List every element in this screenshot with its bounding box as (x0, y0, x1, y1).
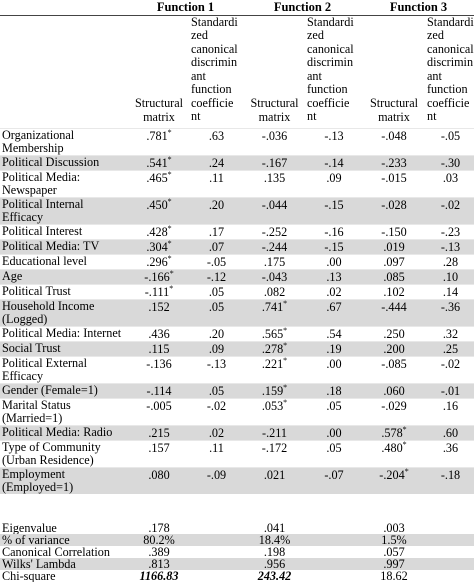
value-cell: .17 (189, 224, 242, 239)
value-cell: .450* (127, 197, 189, 224)
table-row (0, 356, 474, 383)
value-cell: -.05 (189, 254, 242, 269)
value-cell: .019 (361, 239, 425, 254)
value-cell: .428* (127, 224, 189, 239)
value-cell: .135 (242, 170, 305, 197)
value-cell: .541* (127, 155, 189, 170)
value-cell: -.15 (305, 239, 361, 254)
standardized-coefficient-header: Standardi zed canonical discrimin ant function coefficie nt (191, 15, 238, 123)
table-row (0, 284, 474, 299)
table-row (0, 467, 474, 494)
value-cell: .115 (127, 341, 189, 356)
summary-row (0, 522, 474, 534)
value-cell: -.09 (189, 467, 242, 494)
value-cell: .28 (425, 254, 474, 269)
summary-value: .041 (263, 521, 286, 534)
summary-label: Eigenvalue (2, 521, 57, 534)
function-3-header: Function 3 (389, 0, 448, 14)
table-row (0, 398, 474, 425)
value-cell: -.044 (242, 197, 305, 224)
value-cell: -.114 (127, 383, 189, 398)
standardized-coefficient-header: Standardi zed canonical discrimin ant function coefficie nt (307, 15, 354, 123)
value-cell: -.252 (242, 224, 305, 239)
value-cell: -.036 (242, 128, 305, 155)
value-cell: .63 (189, 128, 242, 155)
row-label: Political Media: Newspaper (0, 170, 127, 197)
summary-empty (189, 546, 242, 558)
row-label: Political Interest (0, 224, 127, 239)
value-cell: -.02 (425, 197, 474, 224)
value-cell: .02 (189, 425, 242, 440)
row-label: Political Discussion (0, 155, 127, 170)
table-row (0, 224, 474, 239)
value-cell: .20 (189, 197, 242, 224)
significance-marker: * (283, 356, 288, 365)
value-cell: .11 (189, 170, 242, 197)
value-cell: .080 (127, 467, 189, 494)
value-cell: .67 (305, 299, 361, 326)
value-cell: -.02 (425, 356, 474, 383)
significance-marker: * (167, 254, 172, 263)
summary-empty (305, 558, 361, 570)
summary-value: .057 (383, 545, 405, 558)
summary-value: .997 (361, 558, 425, 570)
value-cell: .175 (242, 254, 305, 269)
value-cell: .159* (242, 383, 305, 398)
significance-marker: * (167, 239, 172, 248)
summary-empty (425, 558, 474, 570)
summary-empty (305, 522, 361, 534)
table-row (0, 269, 474, 284)
row-label: Educational level (0, 254, 127, 269)
spacer-cell (189, 494, 242, 522)
structural-matrix-header: Structural matrix (134, 95, 184, 124)
function-header-row (0, 0, 474, 15)
value-cell: .053* (242, 398, 305, 425)
table-row (0, 170, 474, 197)
summary-label: % of variance (0, 534, 127, 546)
value-cell: .465* (127, 170, 189, 197)
table-row (0, 239, 474, 254)
standardized-coefficient-header: Standardi zed canonical discrimin ant function coefficie nt (427, 15, 474, 123)
value-cell: .102 (361, 284, 425, 299)
summary-empty (425, 522, 474, 534)
value-cell: .200 (361, 341, 425, 356)
significance-marker: * (283, 383, 288, 392)
table-row (0, 299, 474, 326)
value-cell: .250 (361, 326, 425, 341)
value-cell: .16 (425, 398, 474, 425)
value-cell: .060 (361, 383, 425, 398)
significance-marker: * (167, 128, 172, 137)
value-cell: .021 (242, 467, 305, 494)
table-row (0, 155, 474, 170)
table-body (0, 128, 474, 582)
function-1-header: Function 1 (156, 0, 215, 14)
value-cell: .097 (361, 254, 425, 269)
spacer-cell (361, 494, 425, 522)
row-label: Household Income (Logged) (0, 299, 127, 326)
subheader-row (0, 15, 474, 128)
value-cell: -.111* (127, 284, 189, 299)
value-cell: -.166* (127, 269, 189, 284)
value-cell: .07 (189, 239, 242, 254)
significance-marker: * (169, 284, 174, 293)
structural-matrix-header: Structural matrix (250, 95, 299, 124)
value-cell: .10 (425, 269, 474, 284)
value-cell: .221* (242, 356, 305, 383)
significance-marker: * (167, 197, 172, 206)
summary-row (0, 534, 474, 546)
summary-empty (189, 522, 242, 534)
value-cell: .781* (127, 128, 189, 155)
row-label: Type of Community (Urban Residence) (0, 440, 127, 467)
summary-label: Canonical Correlation (2, 545, 110, 558)
spacer-cell (0, 494, 127, 522)
value-cell: -.13 (425, 239, 474, 254)
value-cell: .05 (305, 440, 361, 467)
row-label: Marital Status (Married=1) (0, 398, 127, 425)
row-label: Political Internal Efficacy (0, 197, 127, 224)
summary-value: .956 (242, 558, 305, 570)
value-cell: .05 (189, 284, 242, 299)
function-2-header: Function 2 (273, 0, 332, 14)
value-cell: .02 (305, 284, 361, 299)
value-cell: -.444 (361, 299, 425, 326)
value-cell: .296* (127, 254, 189, 269)
summary-label: Wilks' Lambda (0, 558, 127, 570)
structural-matrix-header: Structural matrix (369, 95, 419, 124)
summary-value: 18.62 (380, 569, 408, 582)
row-label: Political External Efficacy (0, 356, 127, 383)
subheader-blank (0, 15, 127, 128)
significance-marker: * (283, 341, 288, 350)
value-cell: -.043 (242, 269, 305, 284)
summary-empty (425, 534, 474, 546)
row-label: Political Media: TV (0, 239, 127, 254)
value-cell: .082 (242, 284, 305, 299)
summary-value: 80.2% (127, 534, 189, 546)
value-cell: .436 (127, 326, 189, 341)
value-cell: -.30 (425, 155, 474, 170)
value-cell: .215 (127, 425, 189, 440)
value-cell: .480* (361, 440, 425, 467)
value-cell: -.015 (361, 170, 425, 197)
significance-marker: * (283, 326, 288, 335)
table-row (0, 128, 474, 155)
value-cell: -.204* (361, 467, 425, 494)
significance-marker: * (167, 155, 172, 164)
summary-empty (189, 570, 242, 582)
value-cell: -.14 (305, 155, 361, 170)
value-cell: .157 (127, 440, 189, 467)
value-cell: .25 (425, 341, 474, 356)
summary-empty (189, 558, 242, 570)
value-cell: -.02 (189, 398, 242, 425)
table-row (0, 326, 474, 341)
value-cell: .565* (242, 326, 305, 341)
table-row (0, 440, 474, 467)
table-row (0, 383, 474, 398)
value-cell: -.005 (127, 398, 189, 425)
spacer-cell (127, 494, 189, 522)
significance-marker: * (402, 425, 407, 434)
spacer-cell (305, 494, 361, 522)
value-cell: -.15 (305, 197, 361, 224)
summary-empty (425, 570, 474, 582)
value-cell: .304* (127, 239, 189, 254)
value-cell: -.18 (425, 467, 474, 494)
value-cell: -.048 (361, 128, 425, 155)
summary-value: 18.4% (242, 534, 305, 546)
summary-empty (305, 534, 361, 546)
value-cell: -.36 (425, 299, 474, 326)
significance-marker: * (167, 170, 172, 179)
value-cell: .00 (305, 425, 361, 440)
value-cell: .54 (305, 326, 361, 341)
value-cell: -.23 (425, 224, 474, 239)
table-row (0, 197, 474, 224)
summary-value: .813 (127, 558, 189, 570)
value-cell: .32 (425, 326, 474, 341)
table-row (0, 425, 474, 440)
value-cell: -.211 (242, 425, 305, 440)
value-cell: .03 (425, 170, 474, 197)
value-cell: -.13 (189, 356, 242, 383)
significance-marker: * (283, 398, 288, 407)
value-cell: .60 (425, 425, 474, 440)
value-cell: .085 (361, 269, 425, 284)
summary-empty (305, 546, 361, 558)
row-label: Organizational Membership (0, 128, 127, 155)
value-cell: .05 (189, 383, 242, 398)
value-cell: .09 (305, 170, 361, 197)
value-cell: .36 (425, 440, 474, 467)
corner-cell (0, 0, 127, 15)
summary-value: .198 (263, 545, 286, 558)
summary-value: 1.5% (361, 534, 425, 546)
value-cell: .19 (305, 341, 361, 356)
value-cell: .18 (305, 383, 361, 398)
table-row (0, 254, 474, 269)
value-cell: .578* (361, 425, 425, 440)
row-label: Political Trust (0, 284, 127, 299)
value-cell: -.172 (242, 440, 305, 467)
row-label: Age (0, 269, 127, 284)
value-cell: .24 (189, 155, 242, 170)
value-cell: .741* (242, 299, 305, 326)
value-cell: .00 (305, 356, 361, 383)
significance-marker: * (169, 269, 174, 278)
value-cell: -.085 (361, 356, 425, 383)
value-cell: -.05 (425, 128, 474, 155)
row-label: Social Trust (0, 341, 127, 356)
value-cell: -.029 (361, 398, 425, 425)
value-cell: .278* (242, 341, 305, 356)
value-cell: -.16 (305, 224, 361, 239)
value-cell: .14 (425, 284, 474, 299)
significance-marker: * (167, 224, 172, 233)
significance-marker: * (404, 467, 409, 476)
table-row (0, 341, 474, 356)
row-label: Employment (Employed=1) (0, 467, 127, 494)
value-cell: .05 (305, 398, 361, 425)
value-cell: -.244 (242, 239, 305, 254)
significance-marker: * (283, 299, 288, 308)
spacer-row (0, 494, 474, 522)
row-label: Gender (Female=1) (0, 383, 127, 398)
value-cell: -.13 (305, 128, 361, 155)
value-cell: -.028 (361, 197, 425, 224)
summary-value: .178 (148, 521, 170, 534)
spacer-cell (425, 494, 474, 522)
summary-value: 243.42 (257, 569, 292, 582)
value-cell: -.233 (361, 155, 425, 170)
significance-marker: * (402, 440, 407, 449)
row-label: Political Media: Internet (0, 326, 127, 341)
summary-row (0, 570, 474, 582)
value-cell: .11 (189, 440, 242, 467)
summary-empty (425, 546, 474, 558)
value-cell: .20 (189, 326, 242, 341)
value-cell: .00 (305, 254, 361, 269)
summary-label: Chi-square (2, 569, 56, 582)
summary-value: .003 (383, 521, 405, 534)
summary-value: .389 (148, 545, 170, 558)
row-label: Political Media: Radio (0, 425, 127, 440)
value-cell: .05 (189, 299, 242, 326)
value-cell: -.150 (361, 224, 425, 239)
value-cell: .13 (305, 269, 361, 284)
summary-value: 1166.83 (139, 569, 179, 582)
summary-empty (189, 534, 242, 546)
value-cell: .152 (127, 299, 189, 326)
value-cell: -.01 (425, 383, 474, 398)
value-cell: .09 (189, 341, 242, 356)
summary-empty (305, 570, 361, 582)
summary-row (0, 558, 474, 570)
spacer-cell (242, 494, 305, 522)
summary-row (0, 546, 474, 558)
value-cell: -.136 (127, 356, 189, 383)
value-cell: -.12 (189, 269, 242, 284)
value-cell: -.07 (305, 467, 361, 494)
value-cell: -.167 (242, 155, 305, 170)
